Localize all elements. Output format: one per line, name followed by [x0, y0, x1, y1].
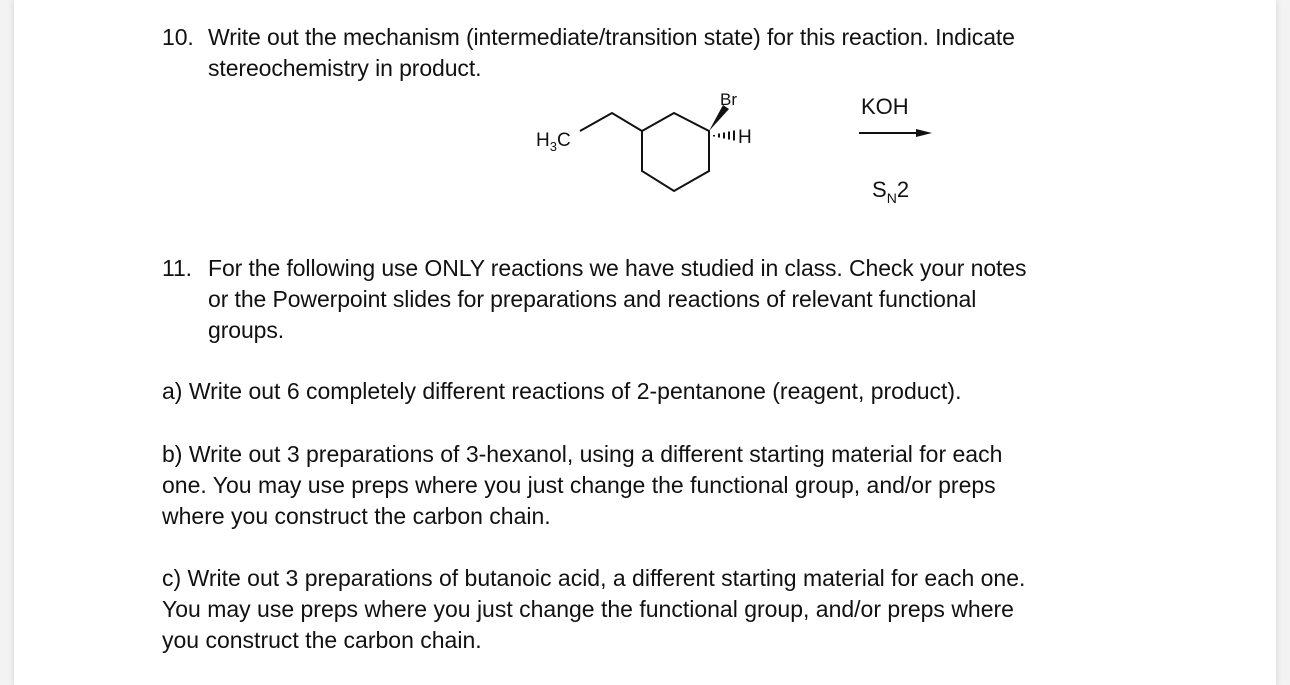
part-a: [162, 376, 962, 407]
part-b-line-2: one. You may use preps where you just change the functional group, and/or preps: [162, 472, 996, 498]
part-b: [162, 439, 1002, 532]
reagent-koh: KOH: [861, 94, 909, 119]
part-b-line-3: where you construct the carbon chain.: [162, 503, 551, 529]
cyclohexane-ring: [642, 113, 709, 191]
condition-sn2: $S_N2$: [872, 177, 910, 206]
question-11: [162, 253, 1026, 346]
question-11-line-1: For the following use ONLY reactions we have studied in class. Check your notes: [208, 255, 1027, 281]
bromine-label: Br: [720, 90, 737, 109]
question-10-line-1: Write out the mechanism (intermediate/transition state) for this reaction. Indicate: [208, 24, 1015, 50]
question-11-line-2: or the Powerpoint slides for preparations and reactions of relevant functional: [208, 286, 977, 312]
part-c-line-2: You may use preps where you just change the functional group, and/or preps where: [162, 596, 1014, 622]
question-11-line-3: groups.: [208, 317, 285, 343]
reaction-arrow-head: [916, 129, 932, 137]
part-b-line-1: b) Write out 3 preparations of 3-hexanol, using a different starting material for each: [162, 441, 1003, 467]
part-a-line-1: a) Write out 6 completely different reactions of 2-pentanone (reagent, product).: [162, 378, 962, 404]
question-11-number: 11.: [162, 255, 192, 281]
reaction-scheme: [504, 85, 964, 225]
methyl-label: $H_3C$: [536, 130, 571, 154]
question-10-number: 10.: [162, 24, 194, 50]
part-c-line-3: you construct the carbon chain.: [162, 627, 482, 653]
document-page: [14, 0, 1276, 685]
ethyl-chain-bond: [580, 113, 642, 131]
hydrogen-label: H: [738, 127, 752, 148]
part-c-line-1: c) Write out 3 preparations of butanoic acid, a different starting material for each one.: [162, 565, 1026, 591]
question-10: [162, 22, 1015, 84]
hashed-bond-h: [714, 131, 734, 141]
question-10-line-2: stereochemistry in product.: [208, 55, 482, 81]
part-c: [162, 563, 1025, 656]
